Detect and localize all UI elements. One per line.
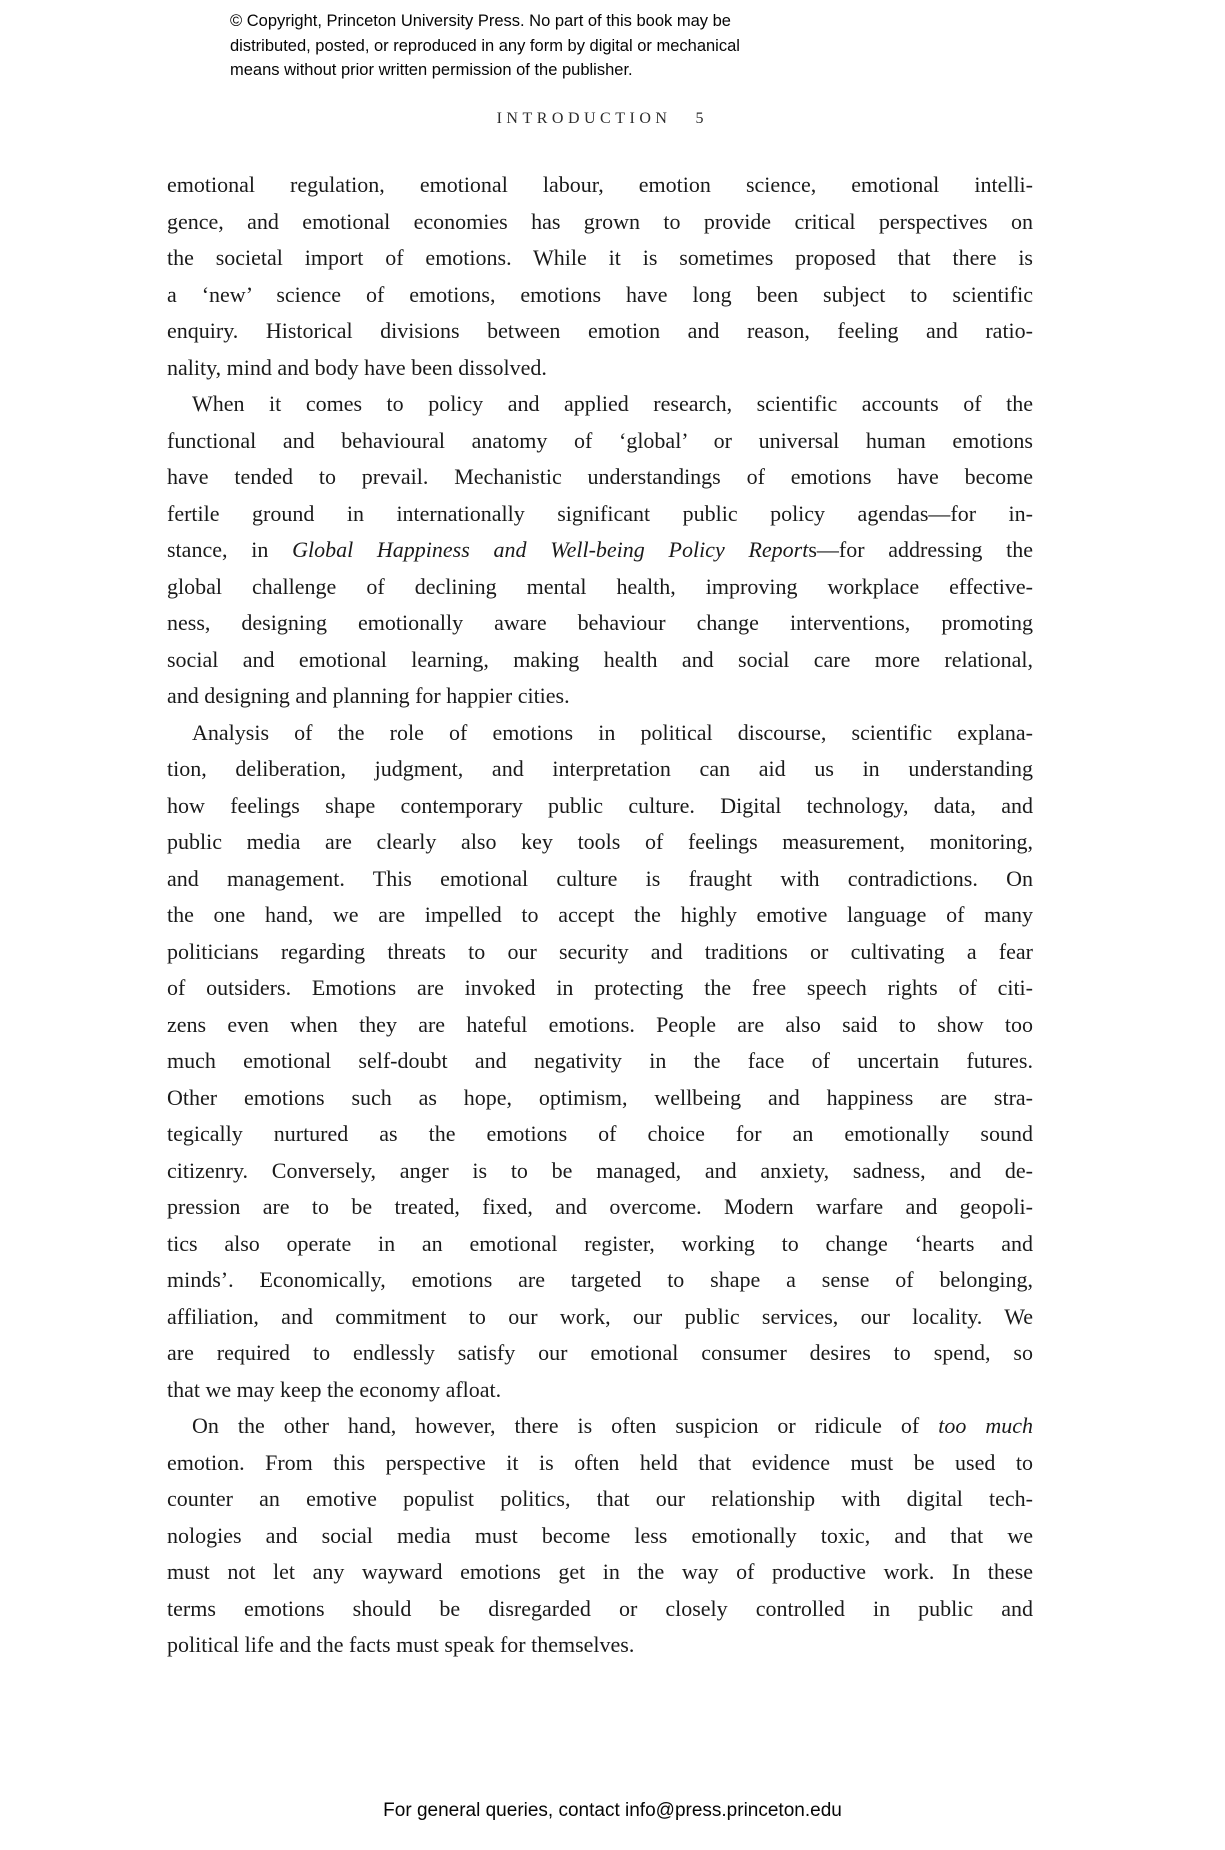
- text-segment: affiliation, and commitment to our work, our public services, our locality. We: [167, 1303, 1033, 1329]
- text-segment: of outsiders. Emotions are invoked in protecting the free speech rights of citi-: [167, 975, 1033, 1000]
- text-line: [167, 1299, 1033, 1336]
- text-segment: political life and the facts must speak for themselves.: [167, 1632, 635, 1657]
- text-line: [167, 1335, 1033, 1372]
- copyright-notice: [230, 9, 740, 83]
- text-line: [167, 1153, 1033, 1190]
- text-segment: zens even when they are hateful emotions. People are also said to show too: [167, 1011, 1033, 1037]
- text-segment: must not let any wayward emotions get in the way of productive work. In these: [167, 1559, 1033, 1584]
- text-line: [167, 532, 1033, 569]
- text-segment: that we may keep the economy afloat.: [167, 1376, 502, 1402]
- text-segment: how feelings shape contemporary public culture. Digital technology, data, and: [167, 792, 1033, 818]
- text-segment: tics also operate in an emotional register, working to change ‘hearts and: [167, 1230, 1033, 1256]
- text-segment: ness, designing emotionally aware behaviour change interventions, promoting: [167, 610, 1033, 635]
- text-line: [167, 1408, 1033, 1445]
- text-line: [167, 861, 1033, 898]
- text-line: [167, 459, 1033, 496]
- text-line: [167, 1372, 1033, 1409]
- text-line: [167, 678, 1033, 715]
- text-segment: a ‘new’ science of emotions, emotions have long been subject to scientific: [167, 281, 1033, 307]
- text-line: [167, 1627, 1033, 1664]
- italic-text-segment: too much: [938, 1413, 1034, 1438]
- text-segment: gence, and emotional economies has grown to provide critical perspectives on: [167, 208, 1033, 234]
- text-line: [167, 1043, 1033, 1080]
- text-line: [167, 1189, 1033, 1226]
- text-line: [167, 642, 1033, 679]
- text-segment: the societal import of emotions. While it is sometimes proposed that there is: [167, 245, 1033, 270]
- text-line: [167, 1518, 1033, 1555]
- italic-text-segment: Global Happiness and Well-being Policy Report: [292, 537, 809, 562]
- text-segment: and management. This emotional culture is fraught with contradictions. On: [167, 865, 1033, 891]
- paragraph: [167, 386, 1033, 715]
- text-line: [167, 970, 1033, 1007]
- text-line: [167, 897, 1033, 934]
- text-segment: When it comes to policy and applied research, scientific accounts of the: [192, 391, 1033, 416]
- text-segment: Analysis of the role of emotions in political discourse, scientific explana-: [192, 719, 1033, 745]
- text-segment: nologies and social media must become less emotionally toxic, and that we: [167, 1522, 1033, 1548]
- text-segment: politicians regarding threats to our security and traditions or cultivating a fear: [167, 938, 1033, 964]
- text-line: [167, 1007, 1033, 1044]
- text-segment: fertile ground in internationally significant public policy agendas—for in-: [167, 500, 1033, 526]
- text-segment: the one hand, we are impelled to accept the highly emotive language of many: [167, 902, 1033, 927]
- text-segment: counter an emotive populist politics, that our relationship with digital tech-: [167, 1486, 1033, 1511]
- text-line: [167, 313, 1033, 350]
- text-segment: and designing and planning for happier cities.: [167, 683, 570, 708]
- paragraph: [167, 715, 1033, 1409]
- running-head: [167, 110, 1033, 128]
- text-segment: social and emotional learning, making health and social care more relational,: [167, 646, 1033, 672]
- text-line: [167, 277, 1033, 314]
- text-segment: nality, mind and body have been dissolved.: [167, 354, 547, 380]
- text-segment: have tended to prevail. Mechanistic understandings of emotions have become: [167, 464, 1033, 489]
- text-segment: s—for addressing the: [808, 537, 1033, 562]
- text-line: [167, 569, 1033, 606]
- text-segment: pression are to be treated, fixed, and overcome. Modern warfare and geopoli-: [167, 1194, 1033, 1219]
- text-line: [167, 496, 1033, 533]
- text-segment: On the other hand, however, there is often suspicion or ridicule of: [192, 1413, 939, 1438]
- text-segment: emotional regulation, emotional labour, emotion science, emotional intelli-: [167, 172, 1033, 197]
- text-line: [167, 788, 1033, 825]
- page-number: 5: [695, 110, 704, 127]
- body-text: [167, 167, 1033, 1664]
- text-line: [167, 1080, 1033, 1117]
- text-line: [167, 1445, 1033, 1482]
- text-line: [167, 1226, 1033, 1263]
- copyright-line: distributed, posted, or reproduced in any form by digital or mechanical: [230, 36, 740, 55]
- text-segment: tegically nurtured as the emotions of choice for an emotionally sound: [167, 1121, 1033, 1146]
- text-line: [167, 423, 1033, 460]
- text-segment: public media are clearly also key tools of feelings measurement, monitoring,: [167, 829, 1033, 854]
- text-line: [167, 715, 1033, 752]
- text-segment: tion, deliberation, judgment, and interpretation can aid us in understanding: [167, 756, 1033, 781]
- text-segment: functional and behavioural anatomy of ‘global’ or universal human emotions: [167, 427, 1033, 453]
- text-line: [167, 751, 1033, 788]
- text-segment: citizenry. Conversely, anger is to be managed, and anxiety, sadness, and de-: [167, 1157, 1033, 1183]
- paragraph: [167, 167, 1033, 386]
- text-segment: enquiry. Historical divisions between emotion and reason, feeling and ratio-: [167, 318, 1033, 343]
- paragraph: [167, 1408, 1033, 1664]
- text-segment: minds’. Economically, emotions are targeted to shape a sense of belonging,: [167, 1267, 1033, 1292]
- text-line: [167, 167, 1033, 204]
- text-line: [167, 386, 1033, 423]
- text-line: [167, 934, 1033, 971]
- text-segment: much emotional self-doubt and negativity in the face of uncertain futures.: [167, 1048, 1033, 1073]
- copyright-line: means without prior written permission of the publisher.: [230, 61, 633, 79]
- text-segment: Other emotions such as hope, optimism, wellbeing and happiness are stra-: [167, 1084, 1033, 1110]
- text-line: [167, 1554, 1033, 1591]
- text-line: [167, 350, 1033, 387]
- text-segment: emotion. From this perspective it is often held that evidence must be used to: [167, 1449, 1033, 1475]
- footer-contact: For general queries, contact info@press.princeton.edu: [383, 1800, 842, 1821]
- running-head-title: INTRODUCTION: [496, 110, 672, 127]
- text-line: [167, 240, 1033, 277]
- text-line: [167, 1481, 1033, 1518]
- text-segment: are required to endlessly satisfy our emotional consumer desires to spend, so: [167, 1340, 1033, 1365]
- text-segment: global challenge of declining mental health, improving workplace effective-: [167, 573, 1033, 599]
- text-line: [167, 1591, 1033, 1628]
- text-line: [167, 605, 1033, 642]
- text-segment: terms emotions should be disregarded or closely controlled in public and: [167, 1595, 1033, 1621]
- text-line: [167, 204, 1033, 241]
- text-line: [167, 1262, 1033, 1299]
- copyright-line: © Copyright, Princeton University Press. No part of this book may be: [230, 12, 731, 30]
- text-line: [167, 824, 1033, 861]
- text-line: [167, 1116, 1033, 1153]
- text-segment: stance, in: [167, 537, 293, 562]
